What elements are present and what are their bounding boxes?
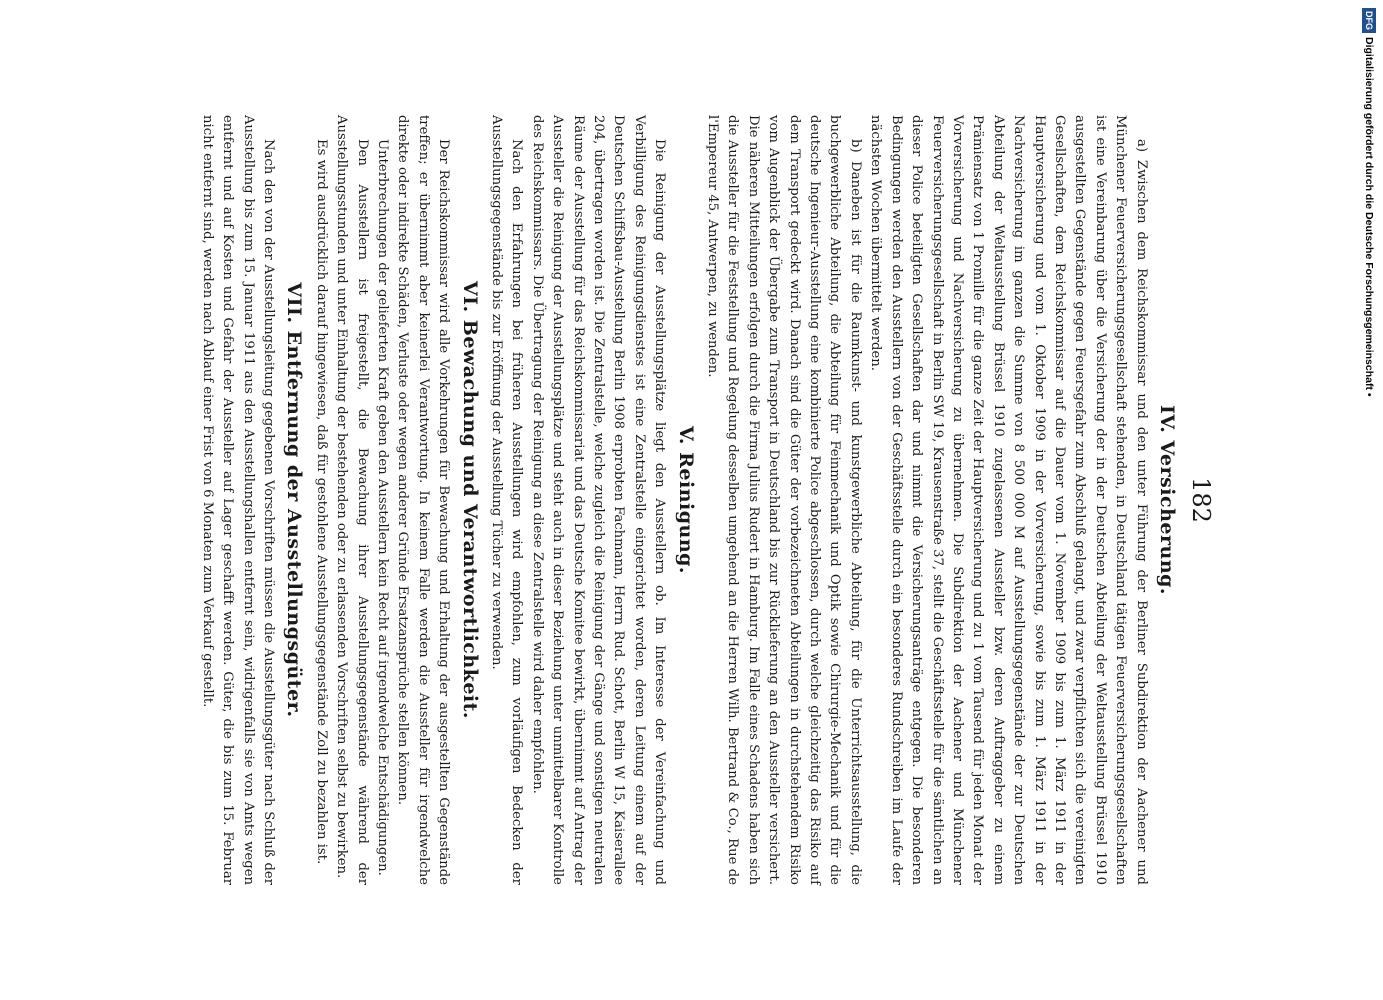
section-title-removal: VII. Entfernung der Ausstellungsgüter. [283, 282, 306, 718]
paragraph: Nach den Erfahrungen bei früheren Ausstellungen wird empfohlen, zum vorläufigen Bedecken der Ausstellungsgegenstände bis zur Eröffnung der Ausstellung Tücher zu verwenden. [489, 115, 525, 885]
paragraph: Die Reinigung der Ausstellungsplätze liegt den Ausstellern ob. Im Interesse der Vereinfachung und Verbilligung des Reinigungsdienstes ist eine Zentralstelle eingerichtet worden, deren Leitung einem auf der Deutschen Schiffsbau-Ausstellung Berlin 1908 erprobten Fachmann, Herrn Rud. Schott, Berlin W 15, Kaiserallee 204, übertragen worden ist. Die Zentralstelle, welche zugleich die Reinigung der Gänge und sonstigen neutralen Räume der Ausstellung für das Reichskommissariat und das Deutsche Komitee bewirkt, übernimmt auf Antrag der Aussteller die Reinigung der Ausstellungsplätze und steht auch in dieser Beziehung unter unmittelbarer Kontrolle des Reichskommissars. Die Übertragung der Reinigung an diese Zentralstelle wird daher empfohlen. [529, 115, 668, 885]
paragraph: Unterbrechungen der gelieferten Kraft geben den Ausstellern kein Recht auf irgendwelche Entschädigungen. [374, 139, 390, 876]
section-title-insurance: IV. Versicherung. [1156, 404, 1178, 596]
paragraph: b) Daneben ist für die Raumkunst- und kunstgewerbliche Abteilung, für die Unterrichtsausstellung, die buchgewerbliche Abteilung, die Abteilung für Feinmechanik und Optik sowie Chirurgie-Mechanik und für die deutsche Ingenieur-Ausstellung eine kombinierte Police abgeschlossen, durch welche gleichzeitig das Risiko auf dem Transport gedeckt wird. Danach sind die Güter der vorbezeichneten Abteilungen in durchstehendem Risiko vom Augenblick der Übergabe zum Transport in Deutschland bis zur Rücklieferung an den Aussteller versichert. Die näheren Mitteilungen erfolgen durch die Firma Julius Rudert in Hamburg. Im Falle eines Schadens haben sich die Aussteller für die Feststellung und Regelung desselben umgehend an die Herren Wilh. Bertrand & Co., Rue de l'Empereur 45, Antwerpen, zu wenden. [705, 115, 863, 885]
section-title-guarding: VI. Bewachung und Verantwortlichkeit. [458, 280, 481, 720]
paragraph: Es wird ausdrücklich darauf hingewiesen, daß für gestohlene Ausstellungsgegenstände Zoll zu bezahlen ist. [313, 139, 329, 865]
paragraph: Nach den von der Ausstellungsleitung gegebenen Vorschriften müssen die Ausstellungsgüter nach Schluß der Ausstellung bis zum 15. Januar 1911 aus den Ausstellungshallen entfernt sein, widrigenfalls sie von Amts wegen entfernt und auf Kosten und Gefahr der Aussteller auf Lager geschafft werden. Güter, die bis zum 15. Februar nicht entfernt sind, werden nach Ablauf einer Frist von 6 Monaten zum Verkauf gestellt. [199, 115, 276, 885]
paragraph: a) Zwischen dem Reichskommissar und den unter Führung der Berliner Subdirektion der Aachener und Münchener Feuerversicherungsgesellschaft stehenden, in Deutschland tätigen Feuerversicherungsgesellschaften ist eine Vereinbarung über die Versicherung der in der Deutschen Abteilung der Weltausstellung Brüssel 1910 ausgestellten Gegenstände gegen Feuersgefahr zum Abschluß gelangt, und zwar verpflichten sich die vereinigten Gesellschaften, dem Reichskommissar auf die Dauer vom 1. November 1909 bis zum 1. März 1911 in der Hauptversicherung und vom 1. Oktober 1909 in der Vorversicherung, sowie bis zum 1. März 1911 in der Nachversicherung im ganzen die Summe von 8 500 000 M auf Ausstellungsgegenstände der zur Deutschen Abteilung der Weltausstellung Brüssel 1910 zugelassenen Aussteller bzw. deren Auftraggeber zu einem Prämiensatz von 1 Promille für die ganze Zeit der Hauptversicherung und zu 1 vom Tausend für jeden Monat der Vorversicherung und Nachversicherung zu übernehmen. Die Subdirektion der Aachener und Münchener Feuerversicherungsgesellschaft in Berlin SW 19, Krausenstraße 37, stellt die Geschäftsstelle für die sämtlichen an dieser Police beteiligten Gesellschaften dar und nimmt die Versicherungsanträge entgegen. Die besonderen Bedingungen werden den Ausstellern von der Geschäftsstelle durch ein besonderes Rundschreiben im Laufe der nächsten Wochen übermittelt werden. [868, 115, 1149, 885]
digitization-stamp [1359, 8, 1379, 398]
dfg-logo: DFG [1362, 8, 1376, 33]
section-title-cleaning: V. Reinigung. [674, 425, 697, 575]
text-column [196, 115, 1183, 885]
page-number: 182 [1187, 477, 1215, 523]
paragraph: Der Reichskommissar wird alle Vorkehrungen für Bewachung und Erhaltung der ausgestellten Gegenstände treffen; er übernimmt aber keinerlei Verantwortung. In keinem Falle werden die Aussteller für irgendwelche direkte oder indirekte Schäden, Verluste oder wegen anderer Gründe Ersatzansprüche stellen können. [395, 115, 452, 885]
digitization-notice: Digitalisierung gefördert durch die Deutsche Forschungsgemeinschaft • [1363, 37, 1375, 397]
paragraph: Den Ausstellern ist freigestellt, die Bewachung ihrer Ausstellungsgegenstände während der Ausstellungsstunden und unter Einhaltung der bestehenden oder zu erlassenden Vorschriften selbst zu bewirken. [334, 115, 370, 885]
